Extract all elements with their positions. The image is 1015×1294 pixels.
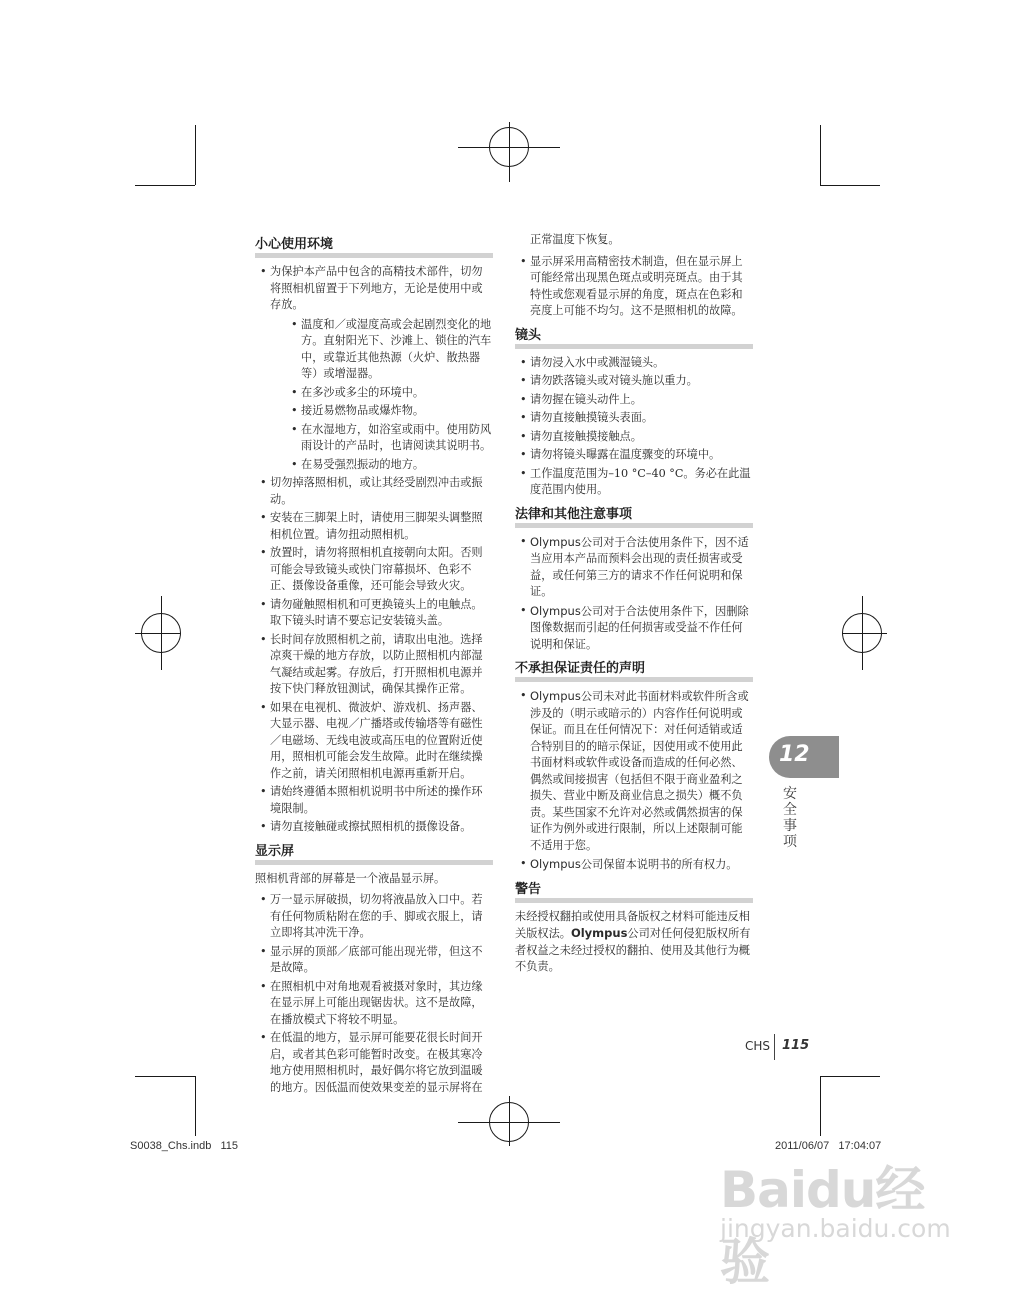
- chapter-number: 12: [779, 742, 810, 767]
- print-slug-date: 2011/06/07 17:04:07: [775, 1140, 882, 1152]
- watermark: [720, 1150, 960, 1291]
- display-continuation: 正常温度下恢复。: [530, 233, 620, 246]
- section-title-environment: 小心使用环境: [255, 236, 493, 258]
- list-item: [255, 264, 493, 473]
- environment-sublist: [270, 317, 493, 474]
- registration-line: [135, 633, 180, 634]
- list-item: • 如果在电视机、微波炉、游戏机、扬声器、大显示器、电视／广播塔或传输塔等有磁性／电磁场、无线电波或高压电的位置附近使用，照相机可能会发生故障。此时在继续操作之前，请关闭照相机电源再重新开启。: [255, 700, 493, 783]
- list-item: • 请勿浸入水中或溅湿镜头。: [515, 355, 753, 372]
- left-column: [255, 236, 493, 1098]
- right-column: [515, 232, 753, 981]
- crop-mark: [820, 185, 880, 186]
- crop-mark: [135, 1076, 195, 1077]
- crop-mark: [195, 125, 196, 185]
- watermark-url: jingyan.baidu.com: [720, 1214, 951, 1243]
- page-number: 115: [782, 1038, 810, 1053]
- registration-line: [509, 1096, 510, 1146]
- list-item-text: 公司保留本说明书的所有权力。: [580, 858, 738, 871]
- list-item: • 请勿碰触照相机和可更换镜头上的电触点。取下镜头时请不要忘记安装镜头盖。: [255, 597, 493, 630]
- list-item: • 长时间存放照相机之前，请取出电池。选择凉爽干燥的地方存放，以防止照相机内部湿气凝结或起雾。存放后，打开照相机电源并按下快门释放钮测试，确保其操作正常。: [255, 632, 493, 698]
- list-item-text: 公司未对此书面材料或软件所含或涉及的（明示或暗示的）内容作任何说明或保证。而且在任何情况下：对任何适销或适合特别目的的暗示保证，因使用或不使用此书面材料或软件或设备而造成的任何必然、偶然或间接损害（包括但不限于商业盈利之损失、营业中断及商业信息之损失）概不负责。某些国家不允许对必然或偶然损害的保证作为例外或进行限制，所以上述限制可能不适用于您。: [530, 690, 749, 852]
- disclaimer-list: [515, 688, 753, 874]
- list-item: • 放置时，请勿将照相机直接朝向太阳。否则可能会导致镜头或快门帘幕损坏、色彩不正、摄像设备重像，还可能会导致火灾。: [255, 545, 493, 595]
- footer-language: CHS: [745, 1039, 771, 1053]
- list-item: • 请勿直接触碰或擦拭照相机的摄像设备。: [255, 819, 493, 836]
- sublist-item: • 在多沙或多尘的环境中。: [286, 385, 493, 402]
- warning-text-start: 未经授权翻拍或使用具备版权之材料可能违反相关版权法。: [515, 909, 750, 940]
- registration-line: [509, 122, 510, 182]
- sublist-item: • 温度和／或湿度高或会起剧烈变化的地方。直射阳光下、沙滩上、锁住的汽车中，或靠近其他热源（火炉、散热器等）或增湿器。: [286, 317, 493, 383]
- environment-list: [255, 264, 493, 836]
- crop-mark: [820, 1076, 880, 1077]
- sublist-item: • 在易受强烈振动的地方。: [286, 457, 493, 474]
- legal-list: [515, 534, 753, 654]
- print-slug-file: S0038_Chs.indb 115: [130, 1140, 239, 1152]
- crop-mark: [820, 125, 821, 185]
- list-item-text: 公司对于合法使用条件下，因不适当应用本产品而预料会出现的责任损害或受益，或任何第三方的请求不作任何说明和保证。: [530, 535, 749, 598]
- section-title-display: 显示屏: [255, 843, 493, 865]
- sublist-item: • 接近易燃物品或爆炸物。: [286, 403, 493, 420]
- watermark-logo: Baidu经验: [720, 1161, 925, 1291]
- crop-mark: [195, 1076, 196, 1136]
- brand-name: Olympus: [570, 926, 628, 940]
- section-title-disclaimer: 不承担保证责任的声明: [515, 660, 753, 682]
- list-item-text: 公司对于合法使用条件下，因删除图像数据而引起的任何损害或受益不作任何说明和保证。: [530, 604, 749, 651]
- brand-name: Olympus: [530, 603, 581, 618]
- sublist-item: • 在水湿地方，如浴室或雨中。使用防风雨设计的产品时，也请阅读其说明书。: [286, 422, 493, 455]
- list-item: • 请勿跌落镜头或对镜头施以重力。: [515, 373, 753, 390]
- list-item: [515, 688, 753, 854]
- brand-name: Olympus: [530, 689, 581, 703]
- list-item: • 请勿握在镜头动件上。: [515, 392, 753, 409]
- chapter-title: 安全事项: [783, 786, 797, 850]
- section-title-legal: 法律和其他注意事项: [515, 506, 753, 528]
- list-item: • 在照相机中对角地观看被摄对象时，其边缘在显示屏上可能出现锯齿状。这不是故障，在播放模式下将较不明显。: [255, 979, 493, 1029]
- list-item-text: 为保护本产品中包含的高精技术部件，切勿将照相机留置于下列地方，无论是使用中或存放。: [270, 265, 483, 311]
- brand-name: Olympus: [530, 534, 581, 549]
- list-item: • 显示屏的顶部／底部可能出现光带，但这不是故障。: [255, 944, 493, 977]
- section-title-lens: 镜头: [515, 327, 753, 349]
- list-item: [515, 534, 753, 601]
- list-item: • 工作温度范围为–10 °C–40 °C。务必在此温度范围内使用。: [515, 466, 753, 499]
- crop-mark: [135, 185, 195, 186]
- registration-line: [842, 633, 887, 634]
- brand-name: Olympus: [530, 857, 581, 871]
- list-item: • 安装在三脚架上时，请使用三脚架头调整照相机位置。请勿扭动照相机。: [255, 510, 493, 543]
- list-item: [515, 856, 753, 874]
- list-item: • 请始终遵循本照相机说明书中所述的操作环境限制。: [255, 784, 493, 817]
- section-title-warning: 警告: [515, 881, 753, 903]
- list-item: • 请勿直接触摸接触点。: [515, 429, 753, 446]
- list-item: • 切勿掉落照相机，或让其经受剧烈冲击或振动。: [255, 475, 493, 508]
- footer-divider: [774, 1034, 775, 1060]
- warning-paragraph: [515, 909, 753, 976]
- list-item: • 在低温的地方，显示屏可能要花很长时间开启，或者其色彩可能暂时改变。在极其寒冷地方使用照相机时，最好偶尔将它放到温暖的地方。因低温而使效果变差的显示屏将在: [255, 1030, 493, 1096]
- list-item: • 万一显示屏破损，切勿将液晶放入口中。若有任何物质粘附在您的手、脚或衣服上，请立即将其冲洗干净。: [255, 892, 493, 942]
- lens-list: [515, 355, 753, 499]
- list-item: • 请勿直接触摸镜头表面。: [515, 410, 753, 427]
- display-intro: 照相机背部的屏幕是一个液晶显示屏。: [255, 871, 446, 885]
- crop-mark: [820, 1076, 821, 1136]
- display-list: [255, 892, 493, 1096]
- list-item: [515, 603, 753, 654]
- list-item: • 请勿将镜头曝露在温度骤变的环境中。: [515, 447, 753, 464]
- list-item: • 显示屏采用高精密技术制造，但在显示屏上可能经常出现黑色斑点或明亮斑点。由于其特性或您观看显示屏的角度，斑点在色彩和亮度上可能不均匀。这不是照相机的故障。: [515, 254, 753, 320]
- warning-text-end: 公司对任何侵犯版权所有者权益之未经过授权的翻拍、使用及其他行为概不负责。: [515, 927, 751, 973]
- display-list-continued: [515, 254, 753, 320]
